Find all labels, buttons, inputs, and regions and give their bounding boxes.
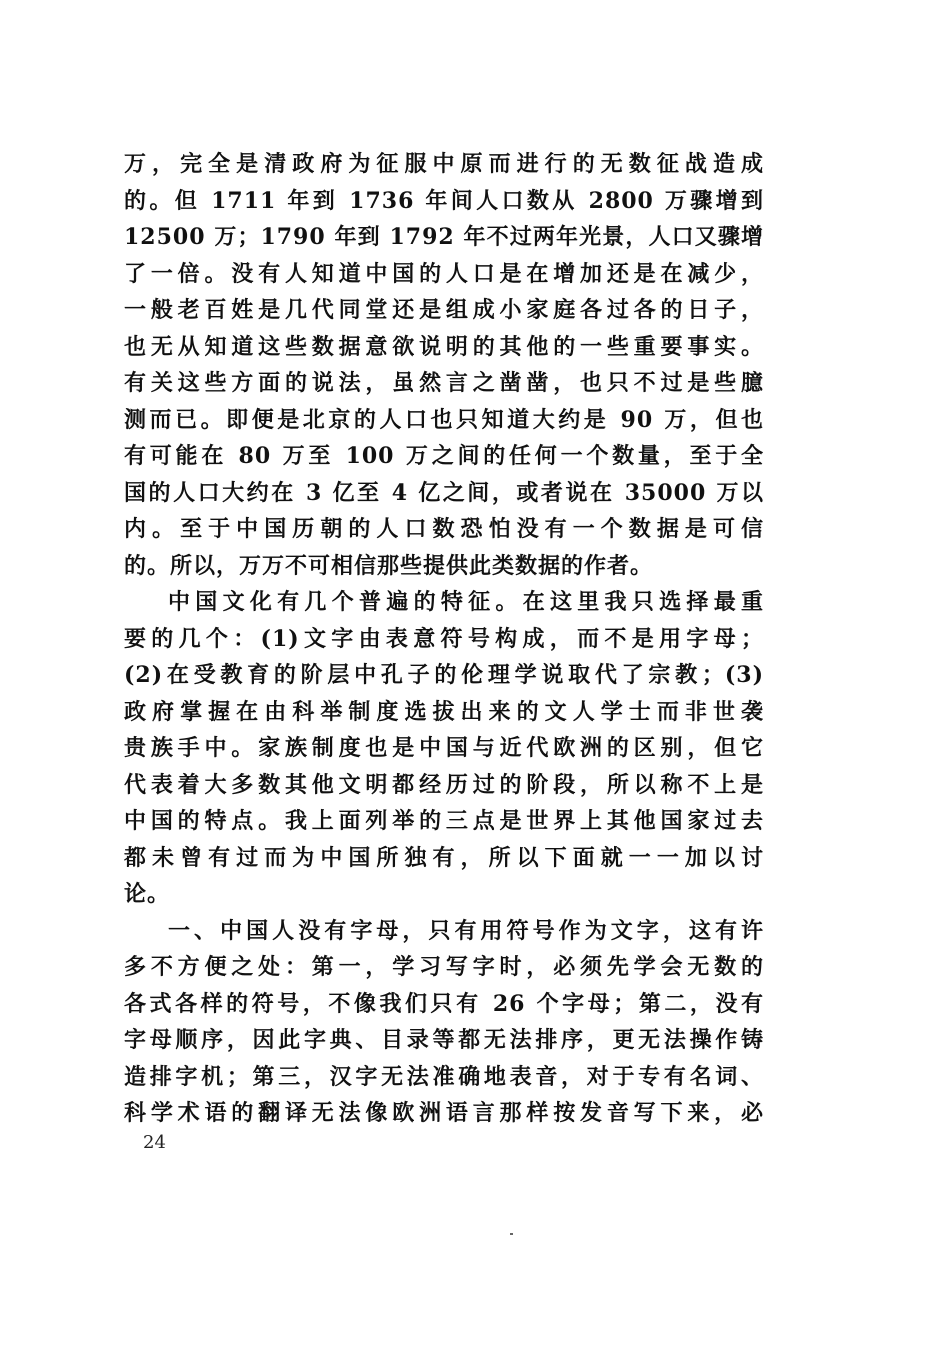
text-line: 的。但 1711 年到 1736 年间人口数从 2800 万骤增到 — [124, 187, 764, 214]
text-line: 中国的特点。我上面列举的三点是世界上其他国家过去 — [124, 808, 764, 834]
text-line: 也无从知道这些数据意欲说明的其他的一些重要事实。 — [124, 333, 764, 360]
text-line: 测而已。即便是北京的人口也只知道大约是 90 万，但也 — [124, 406, 764, 433]
text-line: 论。 — [124, 881, 171, 907]
text-line: 的。所以，万万不可相信那些提供此类数据的作者。 — [124, 552, 654, 579]
text-line: (2)在受教育的阶层中孔子的伦理学说取代了宗教；(3) — [124, 662, 764, 688]
text-line: 中国文化有几个普遍的特征。在这里我只选择最重 — [168, 589, 764, 615]
scan-speck — [510, 1233, 513, 1235]
text-line: 要的几个：(1)文字由表意符号构成，而不是用字母； — [124, 625, 764, 652]
text-line: 政府掌握在由科举制度选拔出来的文人学士而非世袭 — [124, 698, 764, 725]
text-line: 造排字机；第三，汉字无法准确地表音，对于专有名词、 — [124, 1063, 764, 1090]
text-line: 代表着大多数其他文明都经历过的阶段，所以称不上是 — [124, 771, 764, 798]
text-line: 国的人口大约在 3 亿至 4 亿之间，或者说在 35000 万以 — [124, 479, 764, 506]
text-line: 内。至于中国历朝的人口数恐怕没有一个数据是可信 — [124, 516, 764, 542]
text-line: 一般老百姓是几代同堂还是组成小家庭各过各的日子， — [124, 297, 764, 323]
text-line: 万，完全是清政府为征服中原而进行的无数征战造成 — [124, 151, 764, 177]
text-line: 各式各样的符号，不像我们只有 26 个字母；第二，没有 — [124, 990, 764, 1017]
paragraph — [124, 584, 764, 913]
text-line: 贵族手中。家族制度也是中国与近代欧洲的区别，但它 — [124, 735, 764, 761]
text-line: 有可能在 80 万至 100 万之间的任何一个数量，至于全 — [124, 443, 764, 469]
page-number: 24 — [143, 1132, 166, 1153]
paragraph — [124, 913, 764, 1132]
paragraph — [124, 146, 764, 584]
text-line: 字母顺序，因此字典、目录等都无法排序，更无法操作铸 — [124, 1027, 764, 1053]
text-line: 有关这些方面的说法，虽然言之凿凿，也只不过是些臆 — [124, 370, 764, 396]
body-text — [124, 146, 764, 1132]
text-line: 12500 万；1790 年到 1792 年不过两年光景，人口又骤增 — [124, 224, 764, 250]
text-line: 一、中国人没有字母，只有用符号作为文字，这有许 — [168, 917, 764, 944]
text-line: 都未曾有过而为中国所独有，所以下面就一一加以讨 — [124, 844, 764, 871]
text-line: 多不方便之处：第一，学习写字时，必须先学会无数的 — [124, 954, 764, 980]
text-line: 了一倍。没有人知道中国的人口是在增加还是在减少， — [124, 260, 764, 287]
text-line: 科学术语的翻译无法像欧洲语言那样按发音写下来，必 — [124, 1100, 764, 1126]
